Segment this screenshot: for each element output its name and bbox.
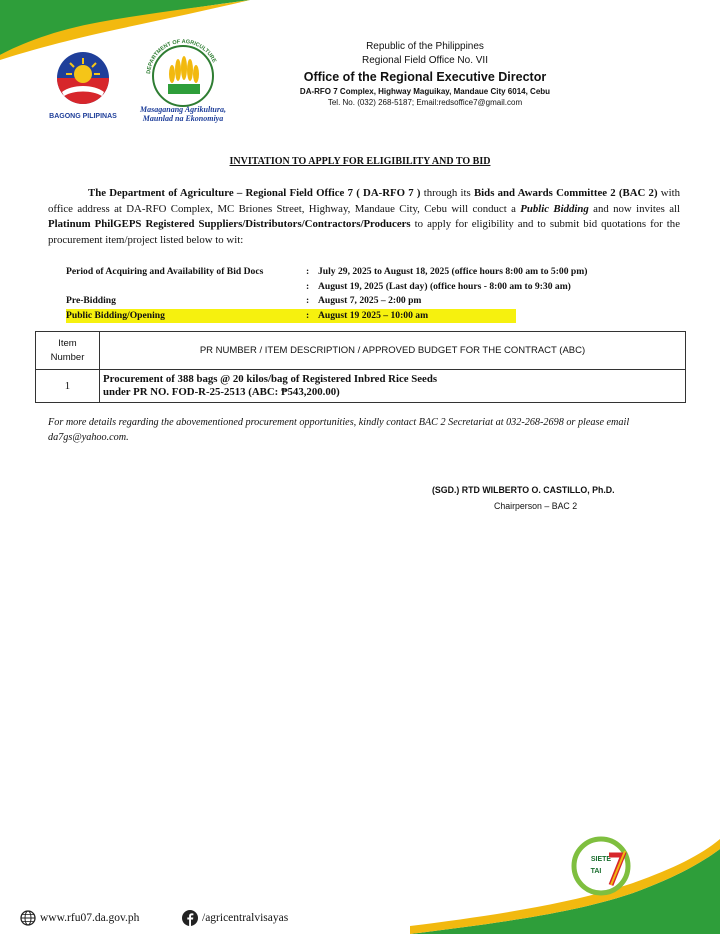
schedule-colon: : <box>306 295 310 306</box>
svg-text:TAI: TAI <box>590 868 602 875</box>
intro-office: – Regional Field Office 7 ( DA-RFO 7 ) <box>233 187 424 199</box>
letterhead <box>240 40 610 108</box>
facebook-link[interactable]: /agricentralvisayas <box>202 912 289 924</box>
globe-icon <box>20 910 36 926</box>
column-header-description: PR NUMBER / ITEM DESCRIPTION / APPROVED BUDGET FOR THE CONTRACT (ABC) <box>100 332 686 370</box>
letterhead-country: Republic of the Philippines <box>366 41 484 52</box>
schedule-value: August 19, 2025 (Last day) (office hours - 8:00 am to 9:30 am) <box>318 280 571 292</box>
intro-committee: Bids and Awards Committee 2 (BAC 2) <box>473 187 658 199</box>
signatory-position: Chairperson – BAC 2 <box>494 501 578 511</box>
item-description-cell: Procurement of 388 bags @ 20 kilos/bag of Registered Inbred Rice Seeds under PR NO. FOD-R-25-2513 (ABC: ₱543,200.00) <box>100 370 686 403</box>
column-header-item-number: Item Number <box>36 332 100 370</box>
intro-text-1: through its <box>423 187 474 199</box>
letterhead-office: Regional Field Office No. VII <box>362 55 488 66</box>
svg-text:BAGONG PILIPINAS: BAGONG PILIPINAS <box>49 113 117 120</box>
letterhead-contact: Tel. No. (032) 268-5187; Email:redsoffice7@gmail.com <box>327 98 523 107</box>
intro-mode: Public Bidding <box>520 202 589 215</box>
procurement-table <box>35 331 686 403</box>
footer-facebook[interactable] <box>182 910 288 926</box>
schedule-row-highlighted <box>66 309 516 324</box>
schedule-row <box>66 294 626 309</box>
schedule-label: Period of Acquiring and Availability of Bid Docs <box>66 266 264 277</box>
website-link[interactable]: www.rfu07.da.gov.ph <box>40 912 140 924</box>
schedule-list <box>66 265 626 323</box>
intro-text-3: and now invites all <box>588 202 681 215</box>
schedule-colon: : <box>306 280 310 292</box>
item-number-cell: 1 <box>36 370 100 403</box>
document-title: INVITATION TO APPLY FOR ELIGIBILITY AND TO BID <box>229 156 491 167</box>
letterhead-address: DA-RFO 7 Complex, Highway Maguikay, Mandaue City 6014, Cebu <box>299 87 551 96</box>
siete-tai-logo <box>563 833 643 899</box>
intro-agency: The Department of Agriculture <box>88 187 234 199</box>
schedule-colon: : <box>306 266 310 277</box>
intro-text-2: with office address at DA-RFO Complex, MC Briones Street, Highway, Mandaue City, Cebu will conduct a <box>48 187 680 215</box>
table-header-row <box>36 332 686 370</box>
schedule-colon: : <box>306 309 310 321</box>
intro-paragraph <box>48 186 680 248</box>
schedule-value: July 29, 2025 to August 18, 2025 (office hours 8:00 am to 5:00 pm) <box>318 266 588 277</box>
schedule-value: August 19 2025 – 10:00 am <box>318 309 429 321</box>
intro-suppliers: Platinum PhilGEPS Registered Suppliers/Distributors/Contractors/Producers <box>48 218 411 230</box>
contact-note: For more details regarding the abovementioned procurement opportunities, kindly contact BAC 2 Secretariat at 032-268-2698 or please email da7gs@yahoo.com. <box>48 417 630 443</box>
table-row <box>36 370 686 403</box>
intro-text-4: to apply for eligibility and to submit bid quotations for the procurement item/project listed below to wit: <box>48 218 680 246</box>
schedule-value: August 7, 2025 – 2:00 pm <box>318 295 422 306</box>
svg-text:Masaganang Agrikultura,: Masaganang Agrikultura, <box>140 105 226 114</box>
schedule-label: Pre-Bidding <box>66 295 116 306</box>
svg-text:SIETE: SIETE <box>590 856 612 863</box>
schedule-row <box>66 265 626 280</box>
schedule-row <box>66 280 626 295</box>
letterhead-title: Office of the Regional Executive Director <box>303 70 547 84</box>
bagong-pilipinas-logo <box>40 44 126 124</box>
signatory-block <box>432 482 652 514</box>
facebook-icon <box>182 910 198 926</box>
schedule-label: Public Bidding/Opening <box>66 309 165 321</box>
svg-text:Maunlad na Ekonomiya: Maunlad na Ekonomiya <box>142 114 224 123</box>
signatory-name: (SGD.) RTD WILBERTO O. CASTILLO, Ph.D. <box>432 485 615 495</box>
footer-website[interactable] <box>20 910 139 926</box>
svg-text:DEPARTMENT OF AGRICULTURE: DEPARTMENT OF AGRICULTURE <box>146 38 217 75</box>
department-of-agriculture-logo <box>128 36 238 126</box>
